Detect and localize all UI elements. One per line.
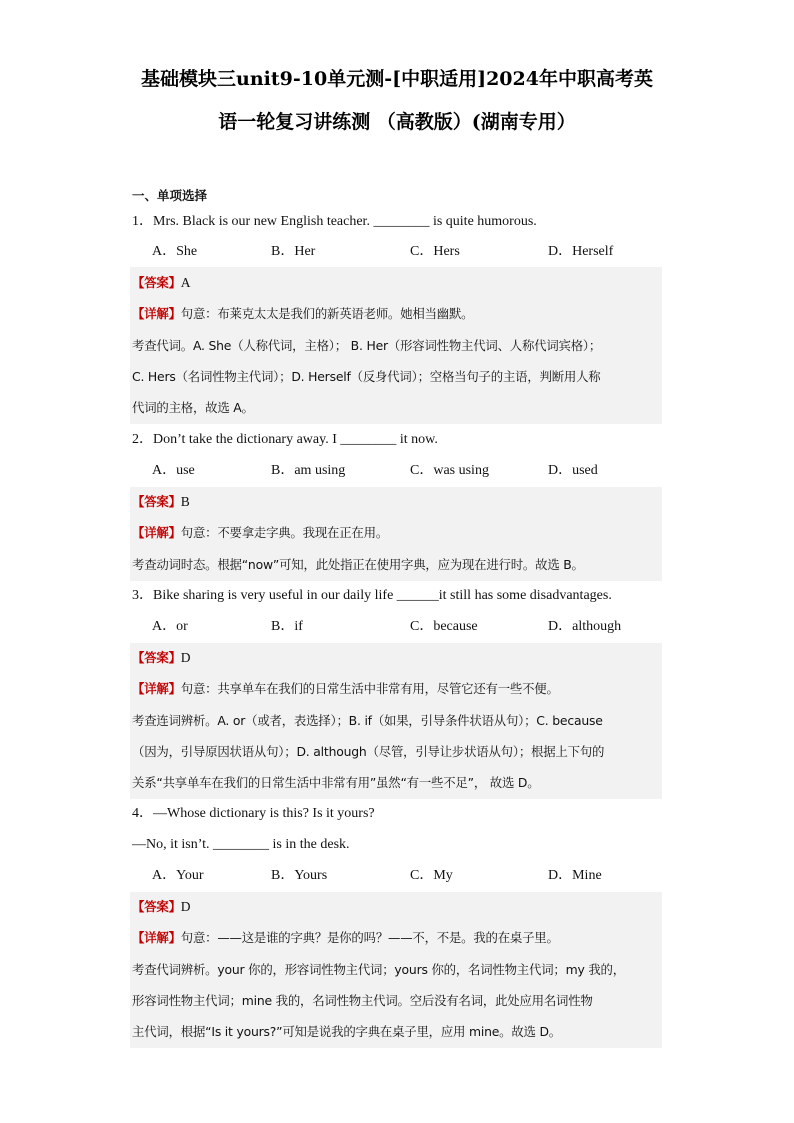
question-2-option-c: C．was using: [410, 463, 489, 478]
meaning-text: 句意：共享单车在我们的日常生活中非常有用，尽管它还有一些不便。: [180, 681, 559, 696]
question-2-detail-1: 考查动词时态。根据“now”可知，此处指正在使用字典，应为现在进行时。故选 B。: [132, 557, 584, 572]
question-4-option-d: D．Mine: [548, 868, 602, 883]
answer-value: A: [180, 275, 191, 290]
question-4-detail-3: 主代词，根据“Is it yours?”可知是说我的字典在桌子里，应用 mine。故选 D。: [132, 1024, 561, 1039]
question-3-answer: [132, 648, 190, 668]
question-1-option-b: B．Her: [271, 244, 316, 259]
question-2-meaning: [132, 523, 388, 543]
question-3-option-c: C．because: [410, 619, 478, 634]
meaning-text: 句意：——这是谁的字典？是你的吗？——不，不是。我的在桌子里。: [180, 930, 559, 945]
analysis-label: 【详解】: [132, 525, 181, 540]
question-3-option-a: A．or: [152, 619, 188, 634]
question-4-option-c: C．My: [410, 868, 453, 883]
analysis-label: 【详解】: [132, 930, 181, 945]
answer-label: 【答案】: [132, 899, 181, 914]
question-1-option-c: C．Hers: [410, 244, 460, 259]
question-1-detail-3: 代词的主格，故选 A。: [132, 400, 254, 415]
question-3-option-b: B．if: [271, 619, 303, 634]
question-2-option-a: A．use: [152, 463, 195, 478]
document-title-line-2: 语一轮复习讲练测 （高教版）(湖南专用）: [218, 111, 576, 133]
question-4-detail-2: 形容词性物主代词；mine 我的，名词性物主代词。空后没有名词，此处应用名词性物: [132, 993, 593, 1008]
meaning-text: 句意：布莱克太太是我们的新英语老师。她相当幽默。: [180, 306, 474, 321]
question-4-stem-reply: —No, it isn’t. ________ is in the desk.: [132, 837, 350, 852]
question-1-option-a: A．She: [152, 244, 198, 259]
question-1-detail-1: 考查代词。A. She（人称代词，主格）； B. Her（形容词性物主代词、人称代词宾格）；: [132, 338, 602, 353]
question-4-answer: [132, 897, 190, 917]
question-1-option-d: D．Herself: [548, 244, 614, 259]
answer-value: B: [180, 494, 190, 509]
question-4-detail-1: 考查代词辨析。your 你的，形容词性物主代词；yours 你的，名词性物主代词；my 我的，: [132, 962, 625, 977]
meaning-text: 句意：不要拿走字典。我现在正在用。: [180, 525, 389, 540]
answer-label: 【答案】: [132, 275, 181, 290]
analysis-label: 【详解】: [132, 681, 181, 696]
question-1-detail-2: C. Hers（名词性物主代词）；D. Herself（反身代词）；空格当句子的主语，判断用人称: [132, 369, 601, 384]
question-2-option-b: B．am using: [271, 463, 346, 478]
answer-label: 【答案】: [132, 650, 181, 665]
document-title-line-1: 基础模块三unit9-10单元测-[中职适用]2024年中职高考英: [141, 68, 653, 90]
section-heading: 一、单项选择: [132, 188, 208, 203]
question-1-meaning: [132, 304, 473, 324]
question-2-stem: 2．Don’t take the dictionary away. I ________ it now.: [132, 432, 438, 447]
answer-label: 【答案】: [132, 494, 181, 509]
analysis-label: 【详解】: [132, 306, 181, 321]
question-3-detail-2: （因为，引导原因状语从句）；D. although（尽管，引导让步状语从句）；根据上下句的: [132, 744, 605, 759]
question-1-answer: [132, 273, 190, 293]
answer-value: D: [180, 899, 191, 914]
question-4-stem: 4．—Whose dictionary is this? Is it yours?: [132, 806, 375, 821]
question-4-option-b: B．Yours: [271, 868, 328, 883]
question-2-answer: [132, 492, 190, 512]
question-3-stem: 3．Bike sharing is very useful in our daily life ______it still has some disadvantages.: [132, 588, 612, 603]
question-1-stem: 1．Mrs. Black is our new English teacher. ________ is quite humorous.: [132, 214, 537, 229]
answer-value: D: [180, 650, 191, 665]
question-3-detail-1: 考查连词辨析。A. or（或者，表选择）；B. if（如果，引导条件状语从句）；C. because: [132, 713, 603, 728]
question-3-meaning: [132, 679, 559, 699]
question-3-detail-3: 关系“共享单车在我们的日常生活中非常有用”虽然“有一些不足”， 故选 D。: [132, 775, 540, 790]
question-3-option-d: D．although: [548, 619, 622, 634]
question-2-option-d: D．used: [548, 463, 598, 478]
question-4-meaning: [132, 928, 559, 948]
question-4-option-a: A．Your: [152, 868, 204, 883]
